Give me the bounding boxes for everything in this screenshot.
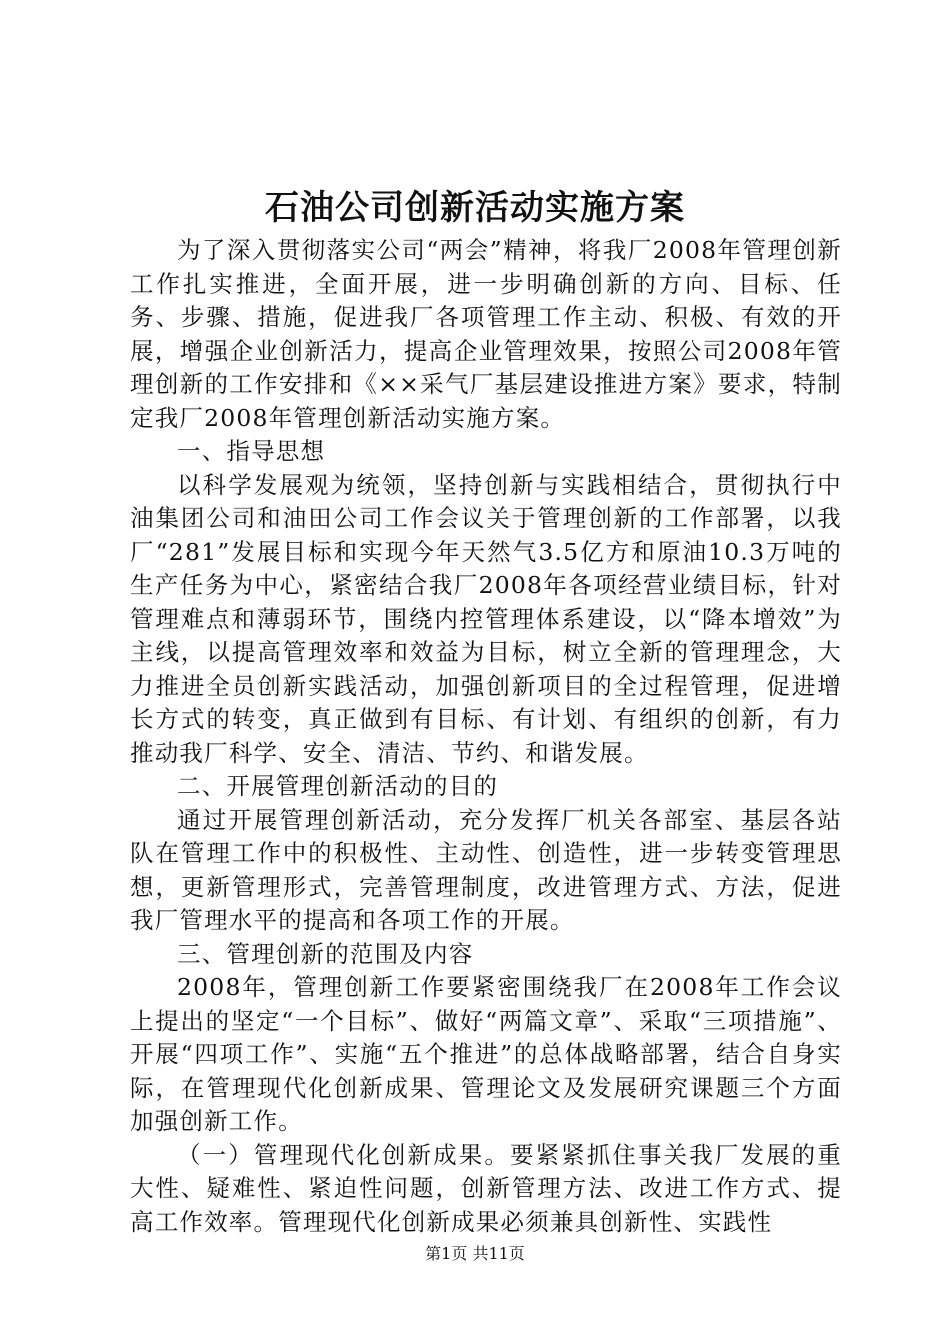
paragraph-purpose: 通过开展管理创新活动，充分发挥厂机关各部室、基层各站队在管理工作中的积极性、主动性、创造性，进一步转变管理思想，更新管理形式，完善管理制度，改进管理方式、方法，促进我厂管理水平的提高和各项工作的开展。 (130, 805, 842, 934)
paragraph-guiding-ideology: 以科学发展观为统领，坚持创新与实践相结合，贯彻执行中油集团公司和油田公司工作会议关于管理创新的工作部署，以我厂“281”发展目标和实现今年天然气3.5亿方和原油10.3万吨的生产任务为中心，紧密结合我厂2008年各项经营业绩目标，针对管理难点和薄弱环节，围绕内控管理体系建设，以“降本增效”为主线，以提高管理效率和效益为目标，树立全新的管理理念，大力推进全员创新实践活动，加强创新项目的全过程管理，促进增长方式的转变，真正做到有目标、有计划、有组织的创新，有力推动我厂科学、安全、清洁、节约、和谐发展。 (130, 470, 842, 767)
paragraph-scope: 2008年，管理创新工作要紧密围绕我厂在2008年工作会议上提出的坚定“一个目标”、做好“两篇文章”、采取“三项措施”、开展“四项工作”、实施“五个推进”的总体战略部署，结合自身实际，在管理现代化创新成果、管理论文及发展研究课题三个方面加强创新工作。 (130, 973, 842, 1135)
page-number: 第1页 共11页 (425, 1244, 525, 1263)
document-title: 石油公司创新活动实施方案 (265, 188, 685, 228)
document-body (130, 234, 842, 1239)
heading-guiding-ideology: 一、指导思想 (177, 437, 326, 465)
paragraph-intro: 为了深入贯彻落实公司“两会”精神，将我厂2008年管理创新工作扎实推进，全面开展，进一步明确创新的方向、目标、任务、步骤、措施，促进我厂各项管理工作主动、积极、有效的开展，增强企业创新活力，提高企业管理效果，按照公司2008年管理创新的工作安排和《××采气厂基层建设推进方案》要求，特制定我厂2008年管理创新活动实施方案。 (130, 236, 842, 432)
paragraph-item-1: （一）管理现代化创新成果。要紧紧抓住事关我厂发展的重大性、疑难性、紧迫性问题，创新管理方法、改进工作方式、提高工作效率。管理现代化创新成果必须兼具创新性、实践性 (130, 1140, 842, 1236)
heading-scope: 三、管理创新的范围及内容 (177, 939, 474, 968)
heading-purpose: 二、开展管理创新活动的目的 (177, 772, 499, 800)
